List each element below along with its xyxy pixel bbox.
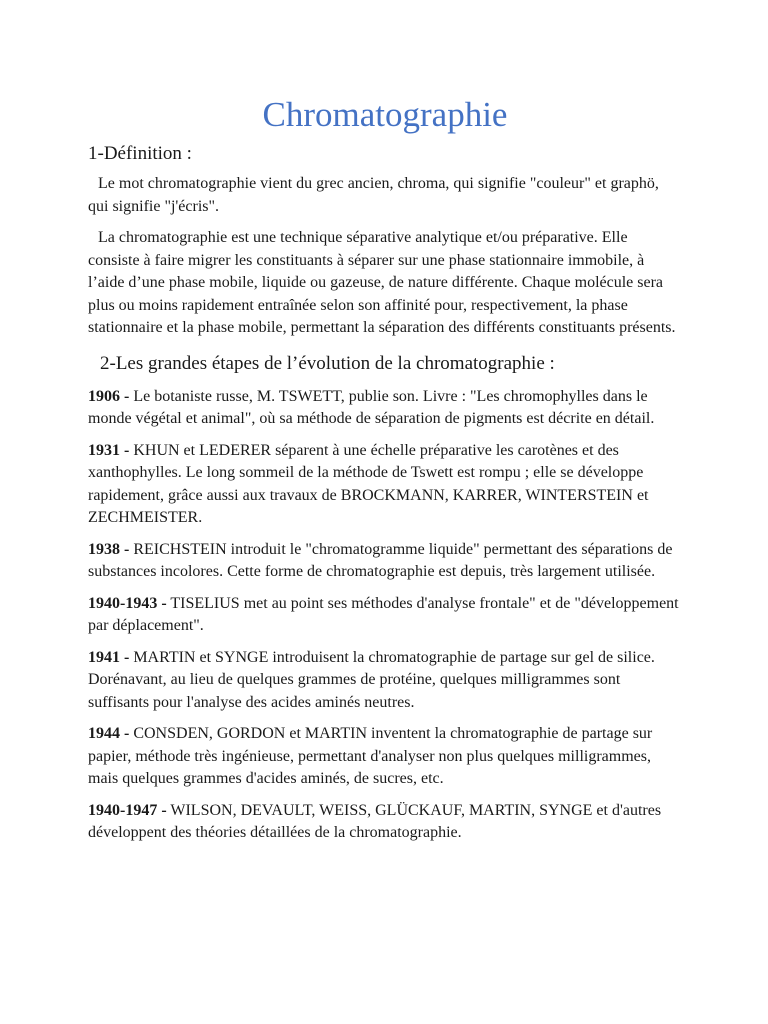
page-title: Chromatographie [262, 95, 508, 134]
timeline-entry [88, 800, 682, 845]
timeline-entry [88, 386, 682, 431]
entry-text: REICHSTEIN introduit le "chromatogramme liquide" permettant des séparations de substances incolores. Cette forme de chromatographie est depuis, très largement utilisée. [88, 540, 673, 580]
timeline-entry [88, 440, 682, 530]
entry-year: 1941 - [88, 648, 130, 666]
timeline-entry [88, 723, 682, 791]
section-heading-history: 2-Les grandes étapes de l’évolution de la chromatographie : [100, 352, 555, 374]
entry-text: KHUN et LEDERER séparent à une échelle préparative les carotènes et des xanthophylles. Le long sommeil de la méthode de Tswett est rompu ; elle se développe rapidement, grâce aussi aux travaux de BROCKMANN, KARRER, WINTERSTEIN et ZECHMEISTER. [88, 441, 649, 526]
entry-year: 1938 - [88, 540, 130, 558]
definition-paragraph-2: La chromatographie est une technique séparative analytique et/ou préparative. Elle consiste à faire migrer les constituants à séparer sur une phase stationnaire immobile, à l’aide d’une phase mobile, liquide ou gazeuse, de nature différente. Chaque molécule sera plus ou moins rapidement entraînée selon son affinité pour, respectivement, la phase stationnaire et la phase mobile, permettant la séparation des différents constituants présents. [88, 229, 676, 336]
entry-text: Le botaniste russe, M. TSWETT, publie son. Livre : "Les chromophylles dans le monde végétal et animal", où sa méthode de séparation de pigments est décrite en détail. [88, 387, 655, 427]
entry-year: 1944 - [88, 725, 130, 742]
section-heading-definition: 1-Définition : [88, 143, 192, 164]
timeline-list [88, 386, 682, 845]
entry-year: 1940-1943 - [88, 594, 167, 612]
timeline-entry [88, 593, 682, 638]
timeline-entry [88, 647, 682, 715]
entry-text: MARTIN et SYNGE introduisent la chromatographie de partage sur gel de silice. Dorénavant, au lieu de quelques grammes de protéine, quelques milligrammes sont suffisants pour l'analyse des acides aminés neutres. [88, 648, 655, 711]
entry-text: TISELIUS met au point ses méthodes d'analyse frontale" et de "développement par déplacement". [88, 594, 679, 634]
timeline-entry [88, 539, 682, 584]
entry-year: 1940-1947 - [88, 801, 167, 819]
definition-paragraph-1: Le mot chromatographie vient du grec ancien, chroma, qui signifie "couleur" et graphö, qui signifie "j'écris". [88, 175, 659, 215]
entry-year: 1906 - [88, 387, 130, 405]
entry-text: CONSDEN, GORDON et MARTIN inventent la chromatographie de partage sur papier, méthode très ingénieuse, permettant d'analyser non plus quelques milligrammes, mais quelques grammes d'acides aminés, de sucres, etc. [88, 725, 653, 787]
entry-year: 1931 - [88, 441, 130, 459]
entry-text: WILSON, DEVAULT, WEISS, GLÜCKAUF, MARTIN, SYNGE et d'autres développent des théories détaillées de la chromatographie. [88, 801, 662, 841]
